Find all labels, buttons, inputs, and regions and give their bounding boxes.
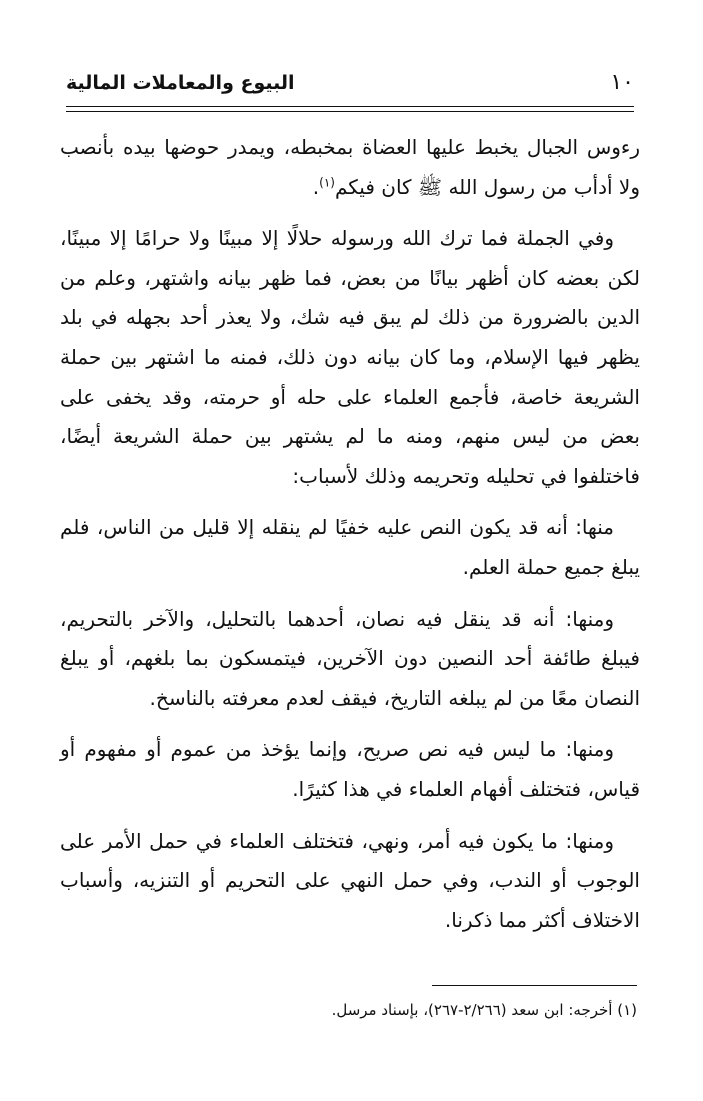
paragraph-6 xyxy=(60,822,640,941)
paragraph-text: ومنها: ما يكون فيه أمر، ونهي، فتختلف العلماء في حمل الأمر على الوجوب أو الندب، وفي حمل النهي على التحريم أو التنزيه، وأسباب الاختلاف أكثر مما ذكرنا. xyxy=(60,828,640,932)
header-rule-lower xyxy=(66,111,634,112)
main-text xyxy=(60,128,640,940)
paragraph-2 xyxy=(60,219,640,496)
page-number: ١٠ xyxy=(610,70,634,95)
paragraph-text: ومنها: أنه قد ينقل فيه نصان، أحدهما بالتحليل، والآخر بالتحريم، فيبلغ طائفة أحد النصين دون الآخرين، فيتمسكون بما بلغهم، أو يبلغ النصان معًا من لم يبلغه التاريخ، فيقف لعدم معرفته بالناسخ. xyxy=(60,606,640,710)
paragraph-4 xyxy=(60,600,640,719)
footnote-reference[interactable]: (١) xyxy=(319,174,335,189)
paragraph-1 xyxy=(60,128,640,207)
footnote xyxy=(77,998,637,1022)
paragraph-text: وفي الجملة فما ترك الله ورسوله حلالًا إلا مبينًا ولا حرامًا إلا مبينًا، لكن بعضه كان أظهر بيانًا من بعض، فما ظهر بيانه واشتهر، وعلم من الدين بالضرورة من ذلك لم يبق فيه شك، ولا يعذر أحد بجهله في بلد يظهر فيها الإسلام، وما كان بيانه دون ذلك، فمنه ما اشتهر بين حملة الشريعة خاصة، فأجمع العلماء على حله أو حرمته، وقد يخفى على بعض من ليس منهم، ومنه ما لم يشتهر بين حملة الشريعة أيضًا، فاختلفوا في تحليله وتحريمه وذلك لأسباب: xyxy=(60,226,640,488)
paragraph-3 xyxy=(60,508,640,587)
footnote-separator xyxy=(432,985,637,986)
paragraph-5 xyxy=(60,730,640,809)
page-header xyxy=(66,66,634,100)
footnote-text: (١) أخرجه: ابن سعد (٢/٢٦٦-٢٦٧)، بإسناد مرسل. xyxy=(331,1001,637,1019)
running-title: البيوع والمعاملات المالية xyxy=(66,72,295,94)
paragraph-tail: . xyxy=(312,174,320,199)
paragraph-text: منها: أنه قد يكون النص عليه خفيًا لم ينقله إلا قليل من الناس، فلم يبلغ جميع حملة العلم. xyxy=(60,515,640,579)
paragraph-text: ومنها: ما ليس فيه نص صريح، وإنما يؤخذ من عموم أو مفهوم أو قياس، فتختلف أفهام العلماء في هذا كثيرًا. xyxy=(60,737,640,801)
header-rule-upper xyxy=(66,106,634,107)
paragraph-text: رءوس الجبال يخبط عليها العضاة بمخبطه، ويمدر حوضها بيده بأنصب ولا أدأب من رسول الله ﷺ كان فيكم xyxy=(60,135,640,199)
